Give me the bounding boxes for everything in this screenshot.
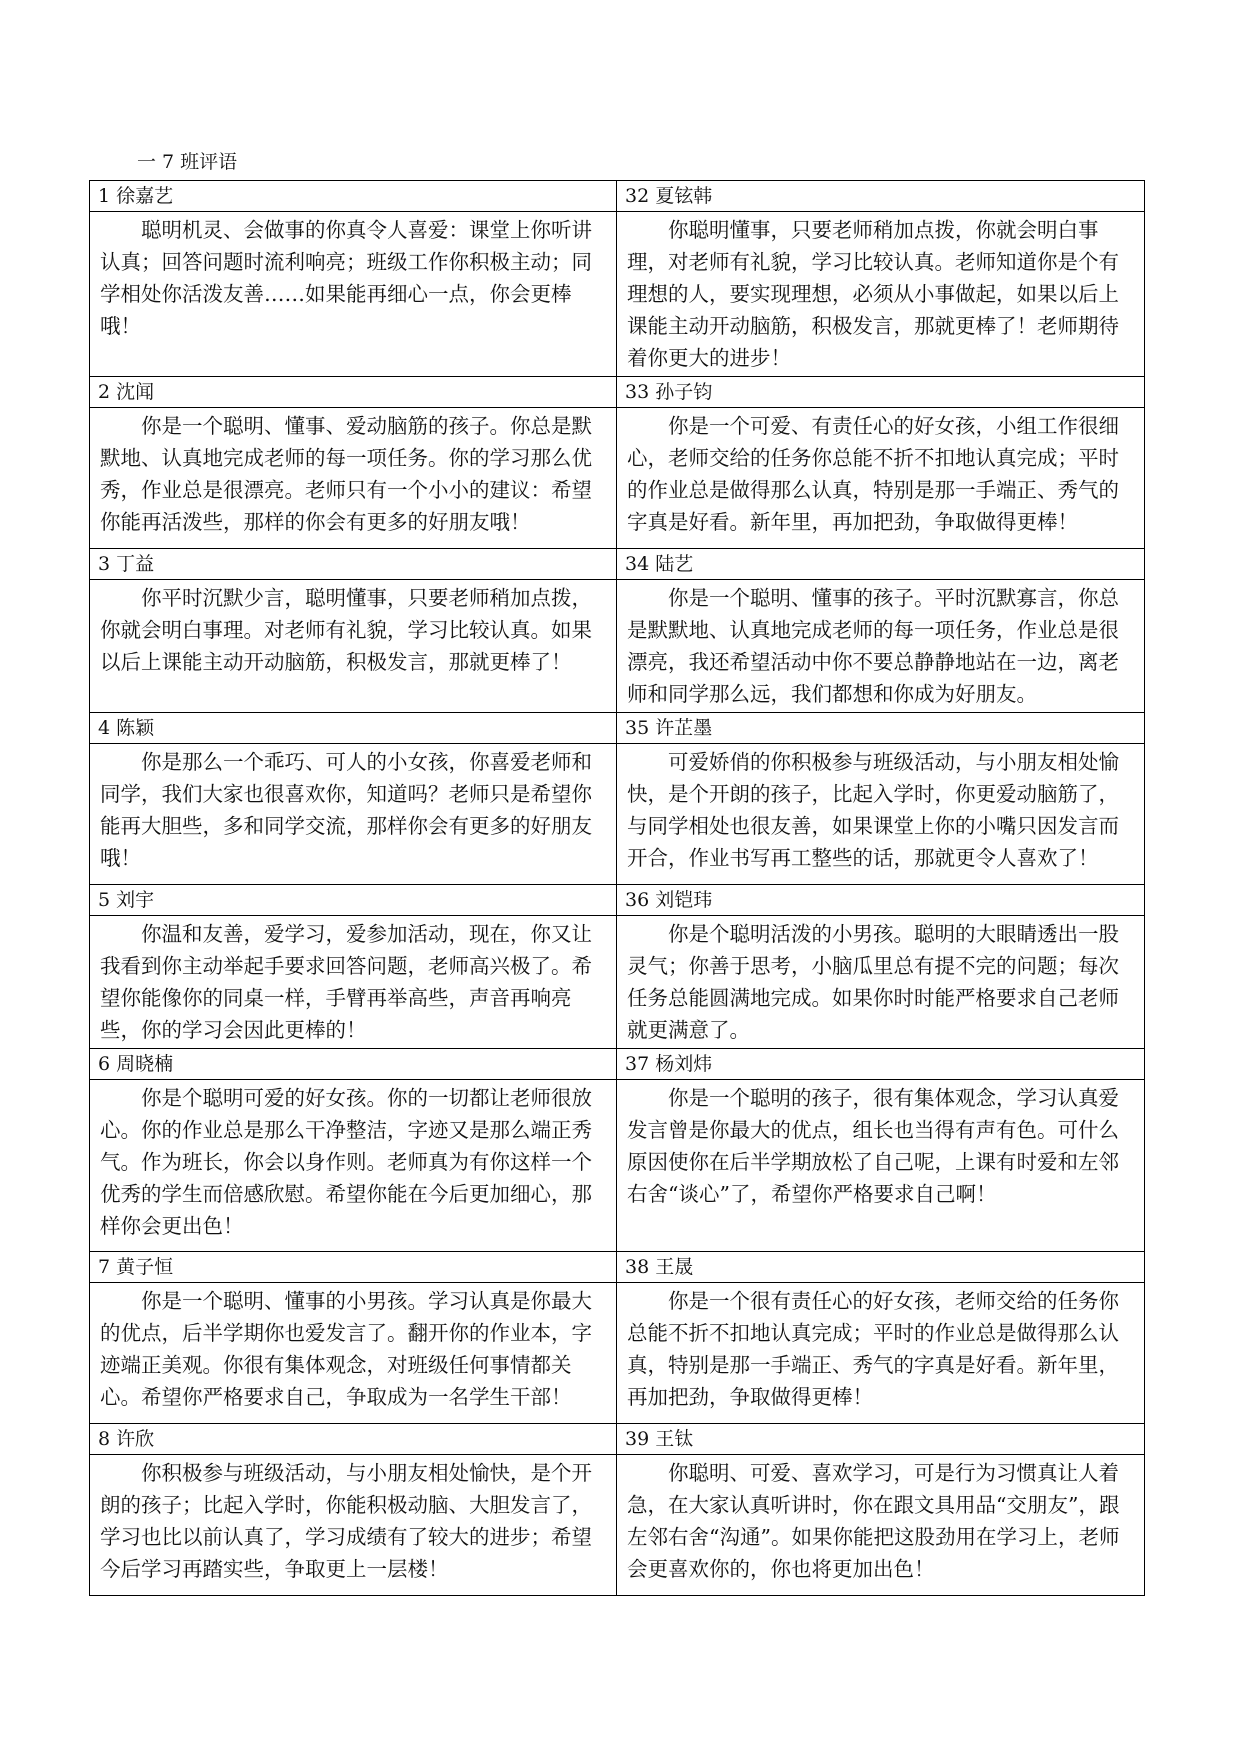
comment-cell bbox=[617, 580, 1145, 713]
comment-text: 你积极参与班级活动，与小朋友相处愉快，是个开朗的孩子；比起入学时，你能积极动脑、大胆发言了，学习也比以前认真了，学习成绩有了较大的进步；希望今后学习再踏实些，争取更上一层楼！ bbox=[100, 1461, 592, 1581]
comment-row bbox=[90, 1455, 1145, 1596]
comment-text: 你是那么一个乖巧、可人的小女孩，你喜爱老师和同学，我们大家也很喜欢你，知道吗？老师只是希望你能再大胆些，多和同学交流，那样你会有更多的好朋友哦！ bbox=[100, 750, 592, 870]
comment-cell bbox=[90, 1080, 617, 1252]
comment-cell bbox=[617, 1455, 1145, 1596]
student-name-row bbox=[90, 885, 1145, 916]
student-name: 3 丁益 bbox=[90, 549, 617, 580]
comment-text: 可爱娇俏的你积极参与班级活动，与小朋友相处愉快，是个开朗的孩子，比起入学时，你更爱动脑筋了，与同学相处也很友善，如果课堂上你的小嘴只因发言而开合，作业书写再工整些的话，那就更令人喜欢了！ bbox=[627, 750, 1119, 870]
student-name: 4 陈颖 bbox=[90, 713, 617, 744]
student-name-row bbox=[90, 1424, 1145, 1455]
student-name-row bbox=[90, 1049, 1145, 1080]
student-name: 5 刘宇 bbox=[90, 885, 617, 916]
document-title: 一 7 班评语 bbox=[137, 151, 238, 173]
comment-cell bbox=[90, 212, 617, 377]
student-name-row bbox=[90, 549, 1145, 580]
comment-text: 你是一个聪明、懂事、爱动脑筋的孩子。你总是默默地、认真地完成老师的每一项任务。你的学习那么优秀，作业总是很漂亮。老师只有一个小小的建议：希望你能再活泼些，那样的你会有更多的好朋友哦！ bbox=[100, 414, 592, 534]
student-name: 33 孙子钧 bbox=[617, 377, 1145, 408]
comments-table bbox=[89, 180, 1145, 1596]
comment-text: 你是一个聪明、懂事的小男孩。学习认真是你最大的优点，后半学期你也爱发言了。翻开你的作业本，字迹端正美观。你很有集体观念，对班级任何事情都关心。希望你严格要求自己，争取成为一名学生干部！ bbox=[100, 1289, 592, 1409]
comment-text: 你是个聪明可爱的好女孩。你的一切都让老师很放心。你的作业总是那么干净整洁，字迹又是那么端正秀气。作为班长，你会以身作则。老师真为有你这样一个优秀的学生而倍感欣慰。希望你能在今后更加细心，那样你会更出色！ bbox=[100, 1086, 592, 1238]
student-name-row bbox=[90, 713, 1145, 744]
student-name: 7 黄子恒 bbox=[90, 1252, 617, 1283]
comment-text: 你是一个很有责任心的好女孩，老师交给的任务你总能不折不扣地认真完成；平时的作业总是做得那么认真，特别是那一手端正、秀气的字真是好看。新年里，再加把劲，争取做得更棒！ bbox=[627, 1289, 1119, 1409]
comment-row bbox=[90, 1283, 1145, 1424]
comment-text: 你聪明懂事，只要老师稍加点拨，你就会明白事理，对老师有礼貌，学习比较认真。老师知道你是个有理想的人，要实现理想，必须从小事做起，如果以后上课能主动开动脑筋，积极发言，那就更棒了！老师期待着你更大的进步！ bbox=[627, 218, 1119, 370]
comment-text: 你是一个聪明的孩子，很有集体观念，学习认真爱发言曾是你最大的优点，组长也当得有声有色。可什么原因使你在后半学期放松了自己呢，上课有时爱和左邻右舍“谈心”了，希望你严格要求自己啊！ bbox=[627, 1086, 1119, 1206]
comment-cell bbox=[90, 916, 617, 1049]
comment-row bbox=[90, 212, 1145, 377]
comment-cell bbox=[617, 916, 1145, 1049]
student-name: 8 许欣 bbox=[90, 1424, 617, 1455]
student-name: 37 杨刘炜 bbox=[617, 1049, 1145, 1080]
comment-text: 你温和友善，爱学习，爱参加活动，现在，你又让我看到你主动举起手要求回答问题，老师高兴极了。希望你能像你的同桌一样，手臂再举高些，声音再响亮些，你的学习会因此更棒的！ bbox=[100, 922, 592, 1042]
student-name: 6 周晓楠 bbox=[90, 1049, 617, 1080]
comment-cell bbox=[617, 212, 1145, 377]
comment-row bbox=[90, 916, 1145, 1049]
comment-cell bbox=[90, 1455, 617, 1596]
student-name: 2 沈闻 bbox=[90, 377, 617, 408]
comment-cell bbox=[617, 744, 1145, 885]
comment-text: 你聪明、可爱、喜欢学习，可是行为习惯真让人着急，在大家认真听讲时，你在跟文具用品“交朋友”，跟左邻右舍“沟通”。如果你能把这股劲用在学习上，老师会更喜欢你的，你也将更加出色！ bbox=[627, 1461, 1120, 1581]
student-name-row bbox=[90, 181, 1145, 212]
student-name: 38 王晟 bbox=[617, 1252, 1145, 1283]
student-name: 36 刘铠玮 bbox=[617, 885, 1145, 916]
comment-text: 你是个聪明活泼的小男孩。聪明的大眼睛透出一股灵气；你善于思考，小脑瓜里总有提不完的问题；每次任务总能圆满地完成。如果你时时能严格要求自己老师就更满意了。 bbox=[627, 922, 1119, 1042]
student-name: 34 陆艺 bbox=[617, 549, 1145, 580]
comment-text: 你是一个聪明、懂事的孩子。平时沉默寡言，你总是默默地、认真地完成老师的每一项任务，作业总是很漂亮，我还希望活动中你不要总静静地站在一边，离老师和同学那么远，我们都想和你成为好朋友。 bbox=[627, 586, 1119, 706]
comment-row bbox=[90, 1080, 1145, 1252]
comment-cell bbox=[617, 1283, 1145, 1424]
comment-cell bbox=[617, 1080, 1145, 1252]
student-name: 32 夏铉韩 bbox=[617, 181, 1145, 212]
comment-cell bbox=[90, 744, 617, 885]
comment-cell bbox=[617, 408, 1145, 549]
student-name-row bbox=[90, 1252, 1145, 1283]
comment-row bbox=[90, 408, 1145, 549]
comment-text: 你平时沉默少言，聪明懂事，只要老师稍加点拨，你就会明白事理。对老师有礼貌，学习比较认真。如果以后上课能主动开动脑筋，积极发言，那就更棒了！ bbox=[100, 586, 592, 674]
student-name: 39 王钛 bbox=[617, 1424, 1145, 1455]
student-name: 35 许芷墨 bbox=[617, 713, 1145, 744]
comment-cell bbox=[90, 1283, 617, 1424]
comment-row bbox=[90, 580, 1145, 713]
comment-text: 你是一个可爱、有责任心的好女孩，小组工作很细心，老师交给的任务你总能不折不扣地认真完成；平时的作业总是做得那么认真，特别是那一手端正、秀气的字真是好看。新年里，再加把劲，争取做得更棒！ bbox=[627, 414, 1119, 534]
student-name-row bbox=[90, 377, 1145, 408]
comment-text: 聪明机灵、会做事的你真令人喜爱：课堂上你听讲认真；回答问题时流利响亮；班级工作你积极主动；同学相处你活泼友善……如果能再细心一点，你会更棒哦！ bbox=[100, 218, 592, 338]
comment-cell bbox=[90, 408, 617, 549]
student-name: 1 徐嘉艺 bbox=[90, 181, 617, 212]
comment-row bbox=[90, 744, 1145, 885]
comment-cell bbox=[90, 580, 617, 713]
